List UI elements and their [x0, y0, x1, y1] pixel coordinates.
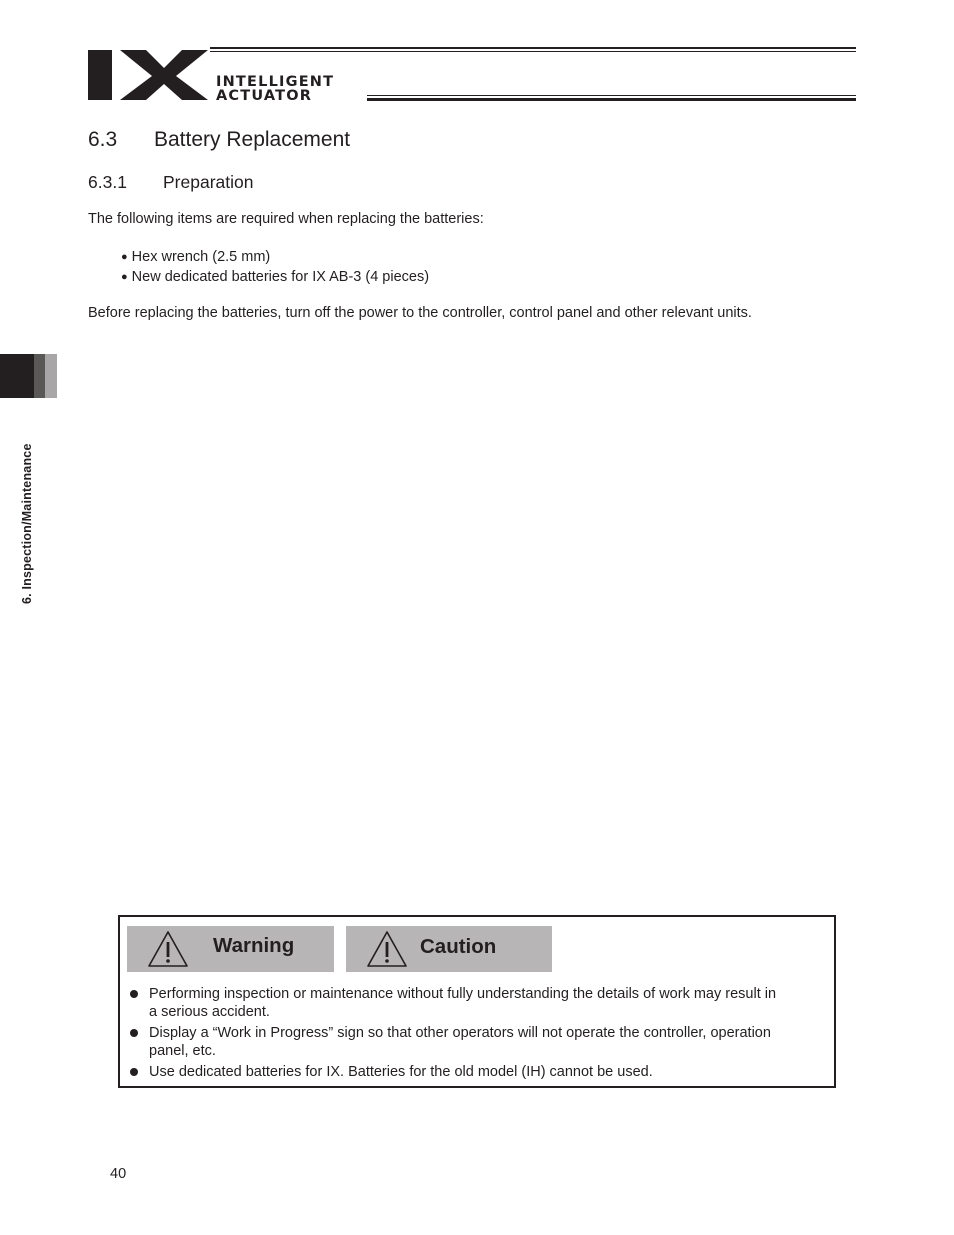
header-rule-bottom-1 [367, 95, 856, 96]
header-rule-top-2 [210, 51, 856, 52]
list-item [121, 269, 429, 285]
caution-label: Caution [420, 935, 497, 958]
notice-item-line: a serious accident. [149, 1004, 270, 1020]
notice-item-line: Use dedicated batteries for IX. Batteries for the old model (IH) cannot be used. [149, 1064, 653, 1080]
bullet-icon: ● [121, 251, 128, 263]
notice-item-line: Performing inspection or maintenance without fully understanding the details of work may result in [149, 986, 777, 1002]
notice-item [149, 1063, 653, 1081]
notice-item-line: panel, etc. [149, 1043, 216, 1059]
header-rule-top-1 [210, 47, 856, 49]
notice-item-line: Display a “Work in Progress” sign so that other operators will not operate the controller, operation [149, 1025, 771, 1041]
subsection-number: 6.3.1 [88, 172, 127, 192]
bullet-icon [130, 990, 138, 998]
section-heading [88, 128, 351, 152]
subsection-title: Preparation [163, 172, 254, 192]
list-item [121, 249, 270, 265]
list-item-text: New dedicated batteries for IX AB-3 (4 pieces) [131, 269, 430, 285]
warning-triangle-icon [147, 930, 189, 968]
bullet-icon: ● [121, 271, 128, 283]
page-number: 40 [110, 1166, 127, 1182]
safety-notice-box [118, 915, 836, 1088]
section-number: 6.3 [88, 128, 118, 151]
note-paragraph: Before replacing the batteries, turn off the power to the controller, control panel and other relevant units. [88, 305, 752, 321]
logo [88, 44, 388, 104]
caution-triangle-icon [366, 930, 408, 968]
warning-label: Warning [213, 934, 295, 957]
notice-item [149, 985, 776, 1021]
logo-wordmark [216, 75, 334, 103]
caution-label-box [346, 926, 552, 972]
subsection-heading [88, 172, 254, 193]
chapter-side-label: 6. Inspection/Maintenance [20, 443, 34, 604]
ix-logo-mark [88, 46, 212, 102]
chapter-tab-mid [34, 354, 45, 398]
bullet-icon [130, 1068, 138, 1076]
chapter-tab-dark [0, 354, 34, 398]
section-title: Battery Replacement [154, 128, 351, 151]
bullet-icon [130, 1029, 138, 1037]
chapter-tab-light [45, 354, 57, 398]
notice-item [149, 1024, 771, 1060]
warning-label-box [127, 926, 334, 972]
logo-line-2: ACTUATOR [216, 88, 313, 104]
intro-paragraph: The following items are required when replacing the batteries: [88, 211, 484, 227]
list-item-text: Hex wrench (2.5 mm) [131, 249, 271, 265]
header-rule-bottom-2 [367, 98, 856, 101]
logo-line-1: INTELLIGENT [216, 74, 335, 90]
